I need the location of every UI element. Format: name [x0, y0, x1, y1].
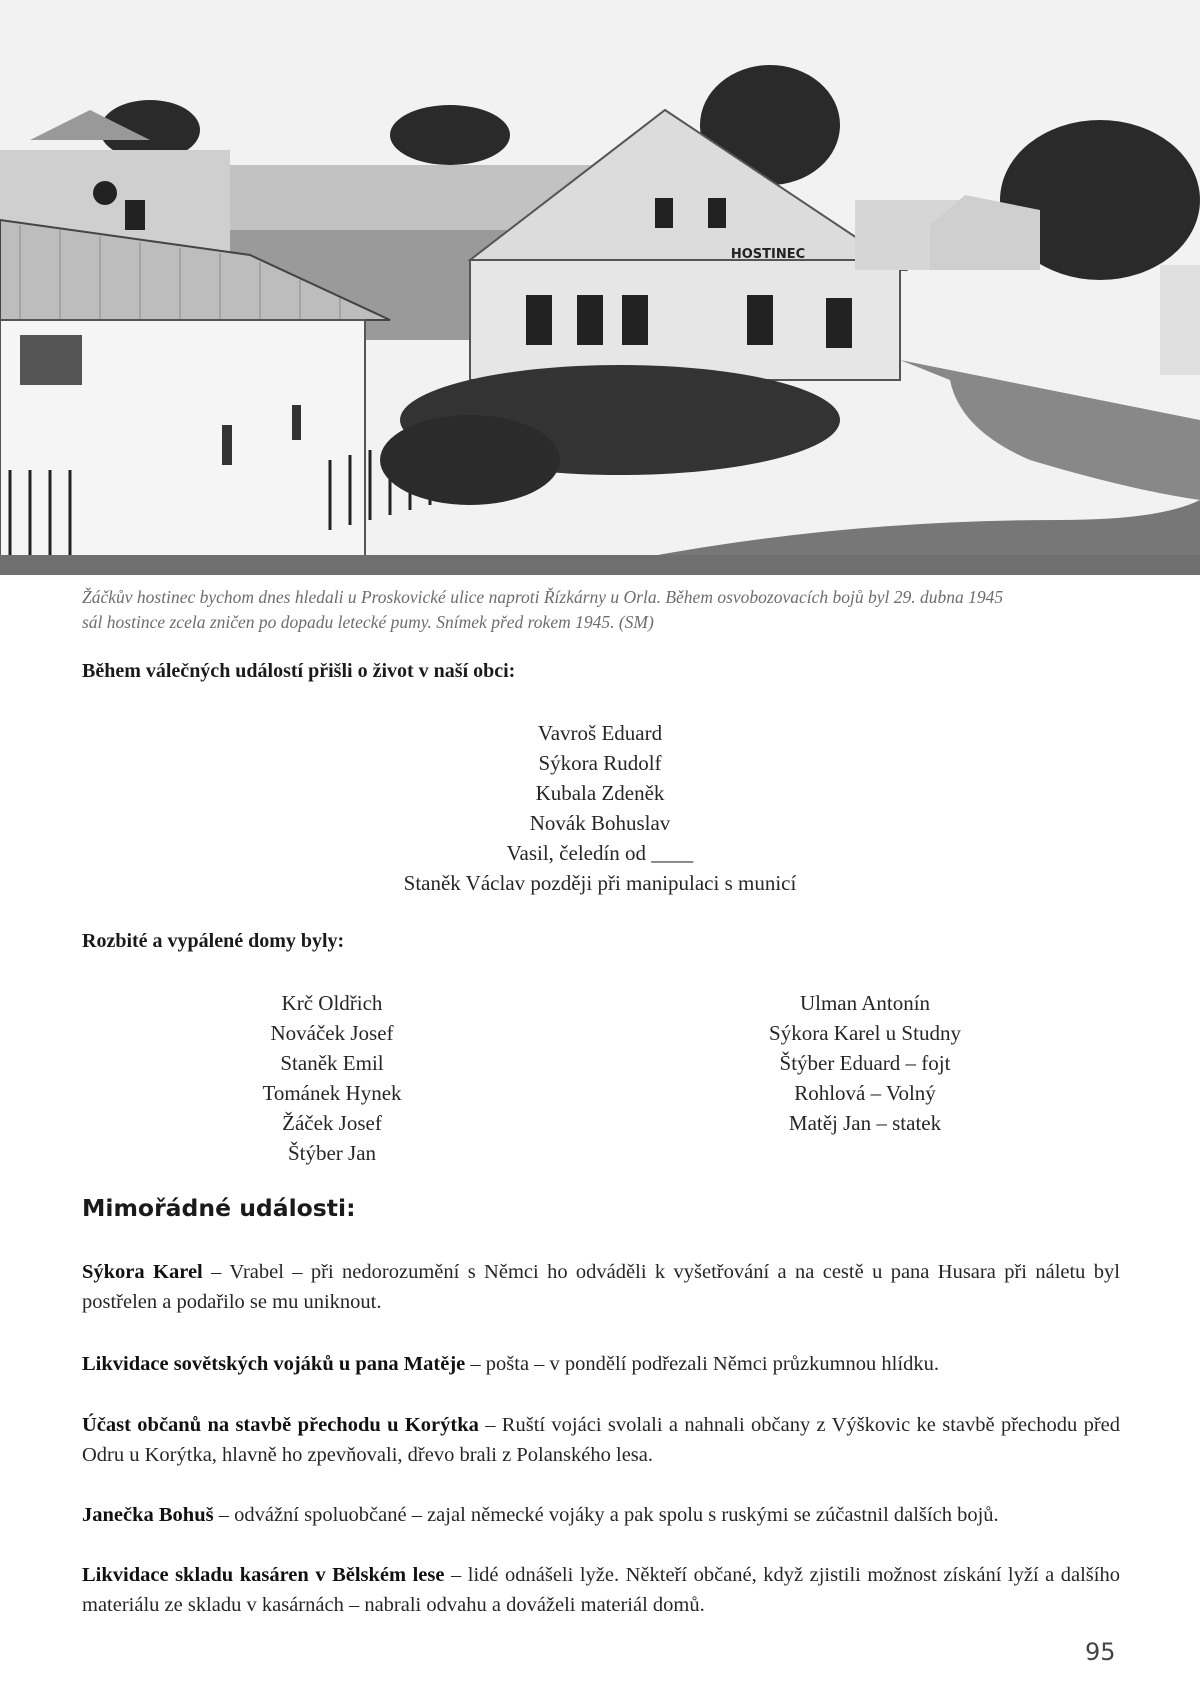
list-item: Krč Oldřich: [281, 991, 383, 1015]
caption-line-2: sál hostince zcela zničen po dopadu letecké pumy. Snímek před rokem 1945. (SM): [82, 612, 654, 632]
casualties-heading: Během válečných událostí přišli o život v naší obci:: [82, 660, 516, 682]
event-paragraph: [82, 1410, 1120, 1470]
list-item: Nováček Josef: [270, 1021, 394, 1045]
photo-caption: [82, 585, 1122, 635]
list-item: Sýkora Rudolf: [538, 751, 662, 775]
page-number: 95: [1085, 1638, 1116, 1666]
inn-sign: HOSTINEC: [730, 247, 806, 262]
list-item: Žáček Josef: [282, 1111, 382, 1135]
houses-heading: Rozbité a vypálené domy byly:: [82, 930, 345, 952]
event-paragraph: [82, 1349, 1120, 1379]
list-item: Novák Bohuslav: [529, 811, 671, 835]
event-text: – lidé odnášeli lyže. Někteří občané, když zjistili možnost získání lyží a dalšího materiálu ze skladu v kasárnách – nabrali odvahu a dováželi materiál domů.: [82, 1564, 1120, 1616]
event-lead: Likvidace skladu kasáren v Bělském lese: [82, 1564, 445, 1586]
list-item: Staněk Emil: [280, 1051, 384, 1075]
event-paragraph: [82, 1500, 1120, 1530]
events-title: Mimořádné události:: [82, 1194, 356, 1222]
event-text: – odvážní spoluobčané – zajal německé vojáky a pak spolu s ruskými se zúčastnil dalších bojů.: [213, 1504, 999, 1526]
list-item: Staněk Václav později při manipulaci s municí: [403, 871, 797, 895]
houses-right-list: [715, 988, 1015, 1138]
list-item: Vasil, čeledín od ____: [506, 841, 694, 865]
event-text: – pošta – v pondělí podřezali Němci průzkumnou hlídku.: [465, 1353, 939, 1375]
photo-illustration: [0, 0, 1200, 575]
houses-left-list: [182, 988, 482, 1168]
event-lead: Janečka Bohuš: [82, 1504, 214, 1526]
event-text: – Ruští vojáci svolali a nahnali občany z Výškovic ke stavbě přechodu před Odru u Korýtka, hlavně ho zpevňovali, dřevo brali z Polanského lesa.: [82, 1414, 1120, 1466]
list-item: Ulman Antonín: [799, 991, 931, 1015]
event-lead: Likvidace sovětských vojáků u pana Matěje: [82, 1353, 466, 1375]
event-paragraph: [82, 1560, 1120, 1620]
list-item: Štýber Jan: [287, 1141, 377, 1165]
historical-photo: [0, 0, 1200, 575]
event-lead: Sýkora Karel: [82, 1261, 203, 1283]
list-item: Sýkora Karel u Studny: [769, 1021, 961, 1045]
list-item: Rohlová – Volný: [794, 1081, 936, 1105]
event-text: – Vrabel – při nedorozumění s Němci ho odváděli k vyšetřování a na cestě u pana Husara při náletu byl postřelen a podařilo se mu uniknout.: [82, 1261, 1120, 1313]
list-item: Kubala Zdeněk: [535, 781, 665, 805]
caption-line-1: Žáčkův hostinec bychom dnes hledali u Proskovické ulice naproti Řízkárny u Orla. Během osvobozovacích bojů byl 29. dubna 1945: [82, 587, 1004, 607]
list-item: Matěj Jan – statek: [788, 1111, 942, 1135]
event-lead: Účast občanů na stavbě přechodu u Korýtka: [82, 1414, 479, 1436]
event-paragraph: [82, 1257, 1120, 1317]
list-item: Štýber Eduard – fojt: [779, 1051, 951, 1075]
casualties-list: [300, 718, 900, 898]
list-item: Vavroš Eduard: [537, 721, 663, 745]
list-item: Tománek Hynek: [262, 1081, 402, 1105]
